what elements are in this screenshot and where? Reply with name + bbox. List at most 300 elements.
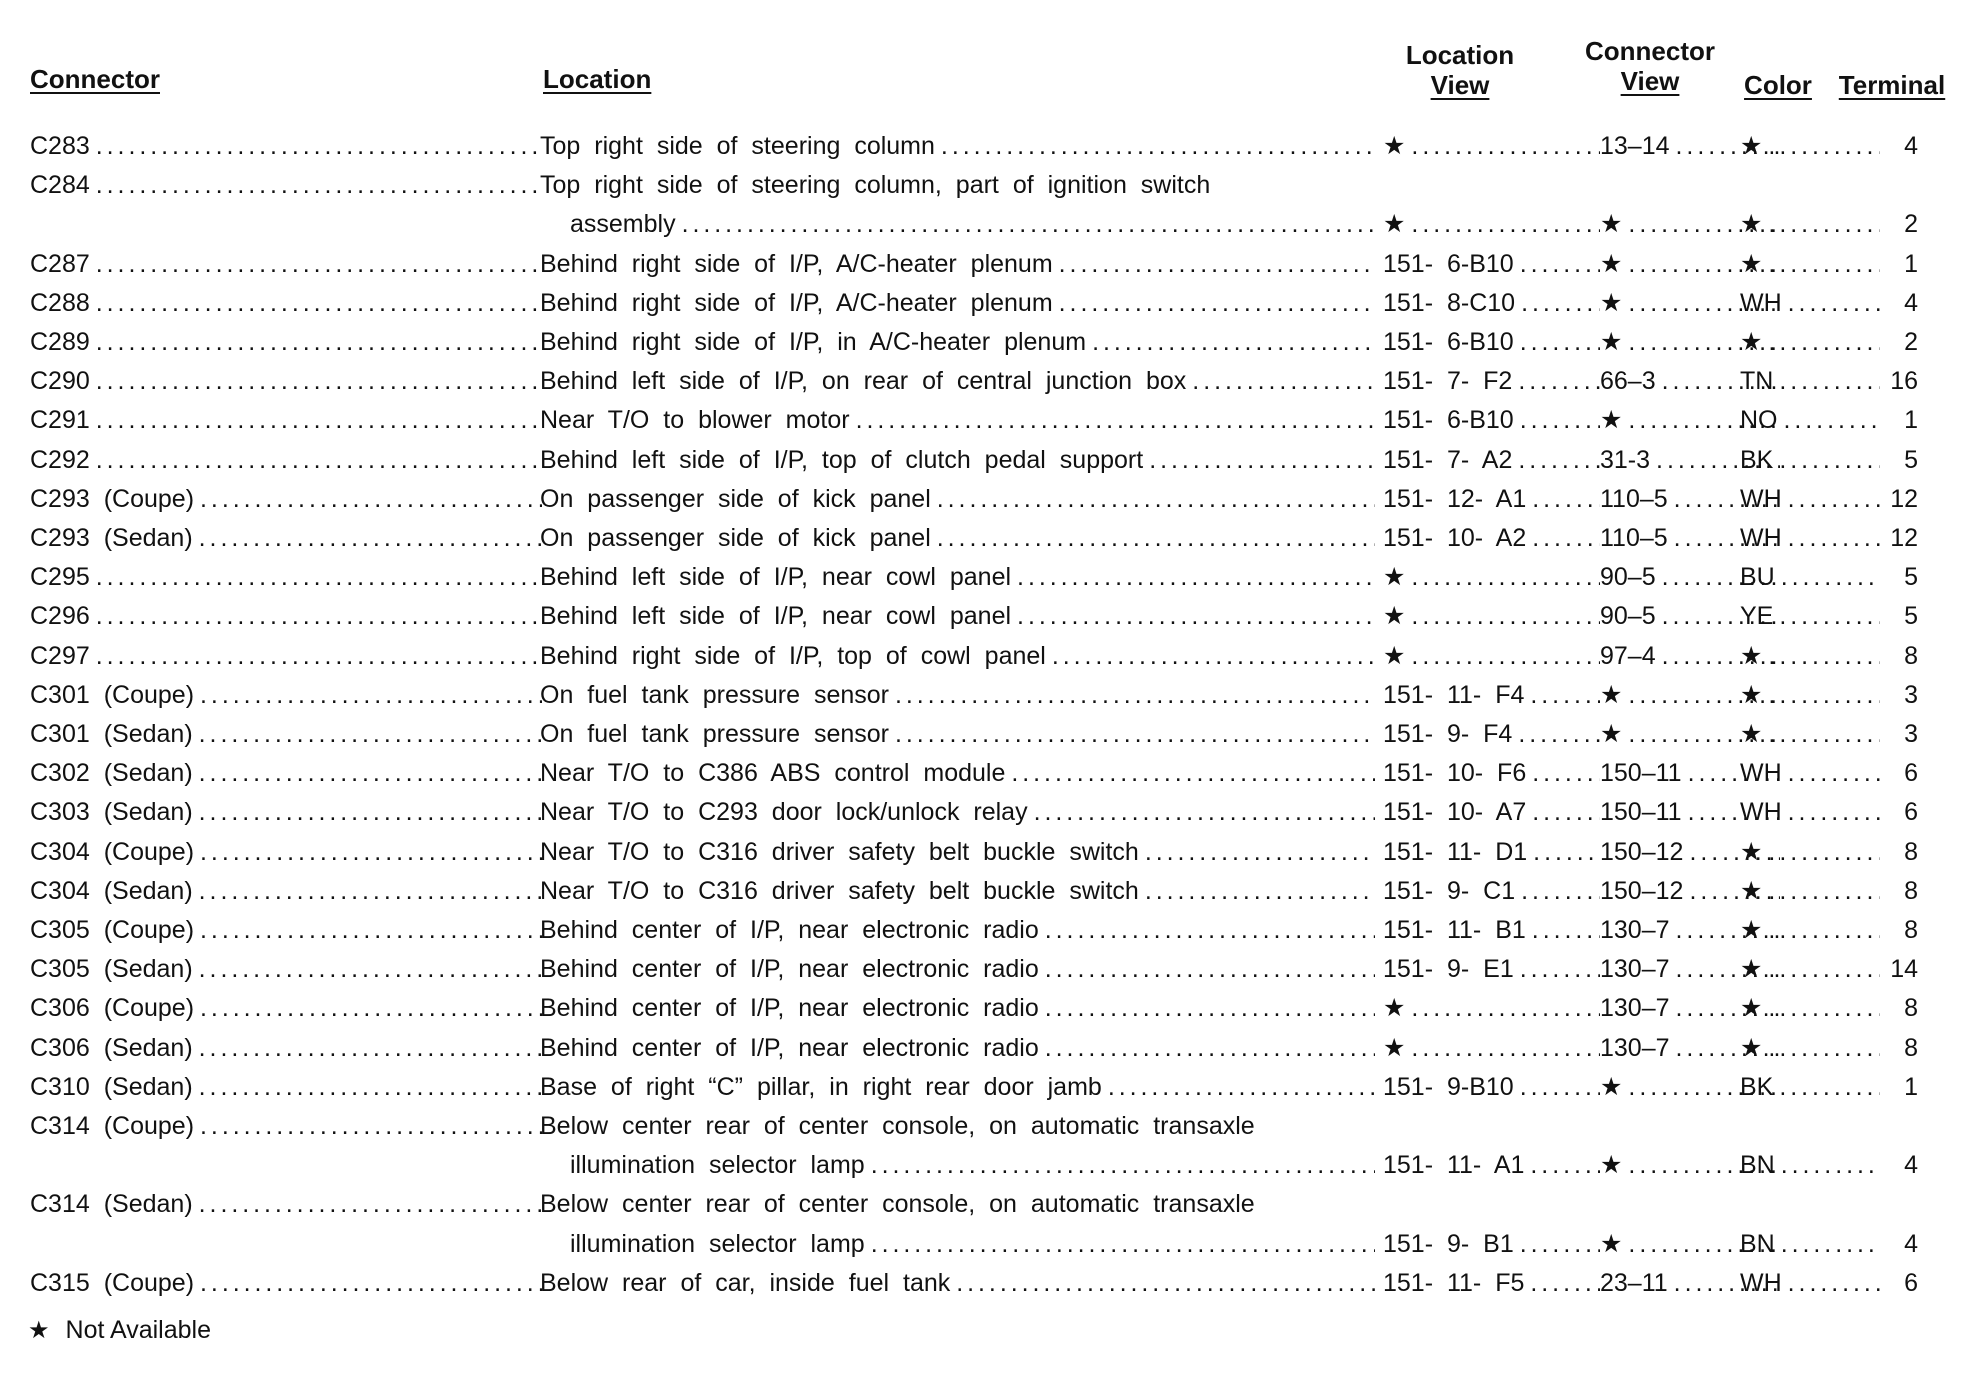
leader-dots bbox=[871, 1225, 1375, 1264]
color-cell bbox=[1740, 362, 1880, 401]
location-cell bbox=[540, 441, 1375, 480]
connector-view-cell-text: ★ bbox=[1600, 720, 1623, 748]
location-cell-text: Behind left side of I/P, near cowl panel bbox=[540, 563, 1012, 591]
leader-dots bbox=[1788, 284, 1880, 323]
location-continuation-cell-text: assembly bbox=[570, 210, 676, 238]
table-row bbox=[0, 127, 1970, 166]
location-view-cell bbox=[1383, 911, 1600, 950]
terminal-cell: 6 bbox=[1904, 798, 1918, 826]
leader-dots bbox=[937, 480, 1375, 519]
table-row-continuation bbox=[0, 205, 1970, 244]
location-continuation-cell bbox=[570, 1225, 1375, 1264]
location-view-cell bbox=[1383, 950, 1600, 989]
terminal-cell: 2 bbox=[1904, 210, 1918, 238]
header-location-view bbox=[1395, 40, 1525, 100]
leader-dots bbox=[96, 597, 542, 636]
connector-cell-text: C304 (Sedan) bbox=[30, 877, 193, 905]
color-cell-text: TN bbox=[1740, 367, 1774, 395]
location-view-cell-text: ★ bbox=[1383, 210, 1406, 238]
table-row-continuation bbox=[0, 1225, 1970, 1264]
connector-cell-text: C291 bbox=[30, 406, 90, 434]
connector-cell-text: C297 bbox=[30, 642, 90, 670]
table-row bbox=[0, 401, 1970, 440]
location-cell bbox=[540, 1029, 1375, 1068]
leader-dots bbox=[1521, 872, 1600, 911]
terminal-cell: 3 bbox=[1904, 720, 1918, 748]
table-row bbox=[0, 558, 1970, 597]
location-view-cell-text: ★ bbox=[1383, 132, 1406, 160]
header-color bbox=[1738, 70, 1818, 100]
connector-cell-text: C306 (Sedan) bbox=[30, 1034, 193, 1062]
color-cell-text: ★ bbox=[1740, 132, 1763, 160]
color-cell bbox=[1740, 872, 1880, 911]
leader-dots bbox=[1411, 127, 1600, 166]
terminal-cell: 1 bbox=[1904, 250, 1918, 278]
table-row bbox=[0, 911, 1970, 950]
connector-cell bbox=[30, 1185, 542, 1224]
leader-dots bbox=[682, 205, 1375, 244]
terminal-cell: 8 bbox=[1904, 877, 1918, 905]
leader-dots bbox=[200, 480, 542, 519]
color-cell-text: BK bbox=[1740, 446, 1774, 474]
leader-dots bbox=[96, 441, 542, 480]
leader-dots bbox=[1045, 1029, 1375, 1068]
location-cell bbox=[540, 715, 1375, 754]
location-view-cell bbox=[1383, 205, 1600, 244]
connector-view-cell-text: 130–7 bbox=[1600, 955, 1670, 983]
header-location-view-line2: View bbox=[1430, 70, 1490, 100]
location-cell-text: Behind center of I/P, near electronic radio bbox=[540, 1034, 1039, 1062]
location-view-cell-text: 151- 10- A2 bbox=[1383, 524, 1527, 552]
table-row bbox=[0, 715, 1970, 754]
table-row bbox=[0, 950, 1970, 989]
location-view-cell-text: 151- 11- F5 bbox=[1383, 1269, 1525, 1297]
terminal-cell: 3 bbox=[1904, 681, 1918, 709]
table-row bbox=[0, 1068, 1970, 1107]
header-terminal bbox=[1832, 70, 1952, 100]
leader-dots bbox=[1781, 1225, 1880, 1264]
connector-view-cell-text: 66–3 bbox=[1600, 367, 1656, 395]
location-cell bbox=[540, 911, 1375, 950]
location-cell-text: Near T/O to C316 driver safety belt buckle switch bbox=[540, 838, 1139, 866]
leader-dots bbox=[1520, 950, 1600, 989]
connector-view-cell-text: 90–5 bbox=[1600, 602, 1656, 630]
connector-view-cell-text: ★ bbox=[1600, 328, 1623, 356]
color-cell-text: ★ bbox=[1740, 250, 1763, 278]
leader-dots bbox=[1768, 911, 1880, 950]
table-row bbox=[0, 245, 1970, 284]
color-cell bbox=[1740, 715, 1880, 754]
location-cell bbox=[540, 1264, 1375, 1303]
table-row bbox=[0, 989, 1970, 1028]
location-cell bbox=[540, 1068, 1375, 1107]
location-view-cell-text: ★ bbox=[1383, 994, 1406, 1022]
leader-dots bbox=[1768, 715, 1880, 754]
connector-view-cell-text: 110–5 bbox=[1600, 485, 1668, 513]
connector-cell bbox=[30, 872, 542, 911]
header-connector-label: Connector bbox=[30, 64, 160, 94]
terminal-cell: 8 bbox=[1904, 994, 1918, 1022]
connector-cell-text: C305 (Coupe) bbox=[30, 916, 195, 944]
header-color-label: Color bbox=[1744, 70, 1812, 100]
connector-view-cell-text: 150–11 bbox=[1600, 798, 1682, 826]
leader-dots bbox=[1779, 441, 1880, 480]
location-cell-text: Base of right “C” pillar, in right rear door jamb bbox=[540, 1073, 1102, 1101]
connector-cell-text: C288 bbox=[30, 289, 90, 317]
leader-dots bbox=[1788, 1264, 1880, 1303]
connector-cell bbox=[30, 1107, 542, 1146]
connector-view-cell-text: 130–7 bbox=[1600, 1034, 1670, 1062]
location-cell bbox=[540, 637, 1375, 676]
connector-view-cell-text: 130–7 bbox=[1600, 994, 1670, 1022]
leader-dots bbox=[941, 127, 1375, 166]
color-cell-text: YE bbox=[1740, 602, 1774, 630]
connector-cell-text: C306 (Coupe) bbox=[30, 994, 195, 1022]
leader-dots bbox=[1779, 362, 1880, 401]
leader-dots bbox=[1145, 872, 1375, 911]
leader-dots bbox=[1768, 127, 1880, 166]
leader-dots bbox=[199, 1185, 542, 1224]
location-cell-text: Top right side of steering column bbox=[540, 132, 935, 160]
header-location bbox=[543, 64, 651, 94]
table-row bbox=[0, 676, 1970, 715]
location-view-cell-text: 151- 7- F2 bbox=[1383, 367, 1513, 395]
location-view-cell-text: 151- 9-B10 bbox=[1383, 1073, 1514, 1101]
connector-cell bbox=[30, 989, 542, 1028]
leader-dots bbox=[1045, 911, 1375, 950]
location-cell bbox=[540, 127, 1375, 166]
location-view-cell-text: ★ bbox=[1383, 563, 1406, 591]
leader-dots bbox=[96, 362, 542, 401]
terminal-cell: 12 bbox=[1890, 524, 1918, 552]
leader-dots bbox=[199, 519, 542, 558]
leader-dots bbox=[1530, 1146, 1600, 1185]
leader-dots bbox=[1017, 597, 1375, 636]
location-view-cell-text: 151- 11- A1 bbox=[1383, 1151, 1525, 1179]
color-cell bbox=[1740, 245, 1880, 284]
leader-dots bbox=[1532, 754, 1600, 793]
location-cell-text: Near T/O to C386 ABS control module bbox=[540, 759, 1006, 787]
terminal-cell: 1 bbox=[1904, 1073, 1918, 1101]
connector-cell-text: C314 (Sedan) bbox=[30, 1190, 193, 1218]
color-cell-text: WH bbox=[1740, 485, 1782, 513]
color-cell bbox=[1740, 558, 1880, 597]
location-cell-text: Behind left side of I/P, on rear of central junction box bbox=[540, 367, 1187, 395]
table-row bbox=[0, 480, 1970, 519]
table-row bbox=[0, 833, 1970, 872]
leader-dots bbox=[1768, 833, 1880, 872]
connector-cell bbox=[30, 793, 542, 832]
location-continuation-cell bbox=[570, 205, 1375, 244]
color-cell-text: ★ bbox=[1740, 720, 1763, 748]
leader-dots bbox=[1411, 205, 1600, 244]
leader-dots bbox=[96, 323, 542, 362]
location-view-cell-text: 151- 9- C1 bbox=[1383, 877, 1516, 905]
location-view-cell-text: 151- 11- F4 bbox=[1383, 681, 1525, 709]
terminal-cell: 2 bbox=[1904, 328, 1918, 356]
location-cell-text: Near T/O to C316 driver safety belt buckle switch bbox=[540, 877, 1139, 905]
location-view-cell bbox=[1383, 284, 1600, 323]
leader-dots bbox=[871, 1146, 1375, 1185]
color-cell bbox=[1740, 911, 1880, 950]
connector-cell bbox=[30, 833, 542, 872]
color-cell-text: WH bbox=[1740, 798, 1782, 826]
connector-view-cell-text: 150–12 bbox=[1600, 838, 1684, 866]
color-cell-text: WH bbox=[1740, 524, 1782, 552]
connector-cell bbox=[30, 911, 542, 950]
location-view-cell bbox=[1383, 480, 1600, 519]
connector-cell bbox=[30, 715, 542, 754]
terminal-cell: 4 bbox=[1904, 289, 1918, 317]
terminal-cell: 8 bbox=[1904, 838, 1918, 866]
leader-dots bbox=[1411, 558, 1600, 597]
color-cell bbox=[1740, 1225, 1880, 1264]
location-view-cell-text: 151- 6-B10 bbox=[1383, 328, 1514, 356]
color-cell bbox=[1740, 950, 1880, 989]
leader-dots bbox=[1530, 676, 1600, 715]
color-cell-text: ★ bbox=[1740, 838, 1763, 866]
leader-dots bbox=[96, 558, 542, 597]
connector-cell-text: C304 (Coupe) bbox=[30, 838, 195, 866]
location-view-cell-text: 151- 9- F4 bbox=[1383, 720, 1513, 748]
location-cell-text: On passenger side of kick panel bbox=[540, 524, 931, 552]
location-view-cell-text: 151- 11- D1 bbox=[1383, 838, 1528, 866]
connector-cell-text: C289 bbox=[30, 328, 90, 356]
terminal-cell: 8 bbox=[1904, 916, 1918, 944]
location-view-cell bbox=[1383, 519, 1600, 558]
location-view-cell-text: ★ bbox=[1383, 602, 1406, 630]
location-view-cell-text: 151- 12- A1 bbox=[1383, 485, 1527, 513]
header-location-label: Location bbox=[543, 64, 652, 94]
connector-view-cell-text: 13–14 bbox=[1600, 132, 1670, 160]
location-cell bbox=[540, 872, 1375, 911]
location-view-cell bbox=[1383, 676, 1600, 715]
connector-cell bbox=[30, 323, 542, 362]
location-cell bbox=[540, 519, 1375, 558]
header-location-view-line1: Location bbox=[1405, 40, 1515, 70]
leader-dots bbox=[1011, 754, 1375, 793]
location-view-cell bbox=[1383, 323, 1600, 362]
terminal-cell: 1 bbox=[1904, 406, 1918, 434]
leader-dots bbox=[1768, 637, 1880, 676]
color-cell bbox=[1740, 1029, 1880, 1068]
connector-cell bbox=[30, 950, 542, 989]
connector-cell-text: C296 bbox=[30, 602, 90, 630]
connector-cell bbox=[30, 1029, 542, 1068]
connector-view-cell-text: ★ bbox=[1600, 289, 1623, 317]
leader-dots bbox=[1788, 754, 1880, 793]
leader-dots bbox=[200, 989, 542, 1028]
location-view-cell bbox=[1383, 558, 1600, 597]
leader-dots bbox=[1520, 323, 1600, 362]
color-cell bbox=[1740, 754, 1880, 793]
location-cell-text: On passenger side of kick panel bbox=[540, 485, 931, 513]
leader-dots bbox=[1788, 793, 1880, 832]
terminal-cell: 8 bbox=[1904, 1034, 1918, 1062]
connector-view-cell-text: ★ bbox=[1600, 406, 1623, 434]
connector-view-cell-text: 90–5 bbox=[1600, 563, 1656, 591]
leader-dots bbox=[1045, 989, 1375, 1028]
terminal-cell: 4 bbox=[1904, 132, 1918, 160]
location-cell bbox=[540, 323, 1375, 362]
location-cell-text: Behind right side of I/P, A/C-heater plenum bbox=[540, 250, 1053, 278]
connector-view-cell-text: 150–11 bbox=[1600, 759, 1682, 787]
table-row bbox=[0, 323, 1970, 362]
connector-cell-text: C293 (Sedan) bbox=[30, 524, 193, 552]
location-cell bbox=[540, 754, 1375, 793]
leader-dots bbox=[1192, 362, 1375, 401]
connector-cell bbox=[30, 558, 542, 597]
color-cell bbox=[1740, 597, 1880, 636]
table-row-continuation bbox=[0, 1146, 1970, 1185]
location-cell-text: Behind left side of I/P, near cowl panel bbox=[540, 602, 1012, 630]
connector-cell bbox=[30, 362, 542, 401]
location-view-cell bbox=[1383, 1146, 1600, 1185]
connector-cell-text: C293 (Coupe) bbox=[30, 485, 195, 513]
connector-cell-text: C303 (Sedan) bbox=[30, 798, 193, 826]
color-cell-text: BN bbox=[1740, 1230, 1775, 1258]
leader-dots bbox=[96, 401, 542, 440]
color-cell-text: ★ bbox=[1740, 328, 1763, 356]
leader-dots bbox=[96, 245, 542, 284]
connector-cell-text: C301 (Sedan) bbox=[30, 720, 193, 748]
connector-view-cell-text: ★ bbox=[1600, 1073, 1623, 1101]
leader-dots bbox=[1779, 597, 1880, 636]
leader-dots bbox=[199, 872, 542, 911]
location-cell: Below center rear of center console, on automatic transaxle bbox=[540, 1190, 1255, 1218]
color-cell-text: ★ bbox=[1740, 877, 1763, 905]
leader-dots bbox=[1768, 1029, 1880, 1068]
header-connector-view-line1: Connector bbox=[1585, 36, 1715, 66]
connector-cell-text: C314 (Coupe) bbox=[30, 1112, 195, 1140]
leader-dots bbox=[199, 1068, 542, 1107]
location-cell-text: Behind center of I/P, near electronic radio bbox=[540, 916, 1039, 944]
color-cell bbox=[1740, 989, 1880, 1028]
color-cell-text: WH bbox=[1740, 289, 1782, 317]
location-view-cell bbox=[1383, 597, 1600, 636]
location-view-cell bbox=[1383, 1029, 1600, 1068]
connector-cell bbox=[30, 245, 542, 284]
leader-dots bbox=[1411, 1029, 1600, 1068]
leader-dots bbox=[1788, 480, 1880, 519]
leader-dots bbox=[1520, 401, 1600, 440]
location-cell bbox=[540, 284, 1375, 323]
leader-dots bbox=[1768, 950, 1880, 989]
location-cell-text: Below rear of car, inside fuel tank bbox=[540, 1269, 951, 1297]
location-view-cell-text: 151- 6-B10 bbox=[1383, 250, 1514, 278]
color-cell-text: BU bbox=[1740, 563, 1775, 591]
location-cell: Top right side of steering column, part of ignition switch bbox=[540, 171, 1211, 199]
leader-dots bbox=[1411, 637, 1600, 676]
connector-cell-text: C287 bbox=[30, 250, 90, 278]
color-cell bbox=[1740, 401, 1880, 440]
color-cell-text: WH bbox=[1740, 759, 1782, 787]
leader-dots bbox=[96, 284, 542, 323]
location-view-cell-text: 151- 11- B1 bbox=[1383, 916, 1526, 944]
connector-cell bbox=[30, 1264, 542, 1303]
leader-dots bbox=[1768, 989, 1880, 1028]
leader-dots bbox=[1768, 323, 1880, 362]
leader-dots bbox=[1518, 441, 1600, 480]
location-view-cell-text: 151- 7- A2 bbox=[1383, 446, 1513, 474]
leader-dots bbox=[1017, 558, 1375, 597]
leader-dots bbox=[1532, 519, 1600, 558]
connector-view-cell-text: 110–5 bbox=[1600, 524, 1668, 552]
connector-view-cell-text: 130–7 bbox=[1600, 916, 1670, 944]
location-view-cell-text: 151- 9- E1 bbox=[1383, 955, 1514, 983]
leader-dots bbox=[1768, 676, 1880, 715]
leader-dots bbox=[1781, 558, 1880, 597]
terminal-cell: 6 bbox=[1904, 759, 1918, 787]
connector-cell-text: C284 bbox=[30, 171, 90, 199]
leader-dots bbox=[895, 676, 1375, 715]
table-row bbox=[0, 793, 1970, 832]
footnote-text: Not Available bbox=[65, 1316, 211, 1344]
color-cell bbox=[1740, 519, 1880, 558]
table-row bbox=[0, 519, 1970, 558]
color-cell bbox=[1740, 1146, 1880, 1185]
location-view-cell bbox=[1383, 362, 1600, 401]
leader-dots bbox=[956, 1264, 1375, 1303]
location-cell-text: Behind right side of I/P, A/C-heater plenum bbox=[540, 289, 1053, 317]
leader-dots bbox=[1520, 1225, 1600, 1264]
location-view-cell-text: 151- 6-B10 bbox=[1383, 406, 1514, 434]
color-cell bbox=[1740, 205, 1880, 244]
connector-cell bbox=[30, 166, 542, 205]
connector-cell-text: C302 (Sedan) bbox=[30, 759, 193, 787]
leader-dots bbox=[937, 519, 1375, 558]
leader-dots bbox=[1521, 284, 1600, 323]
leader-dots bbox=[200, 911, 542, 950]
connector-view-cell-text: 97–4 bbox=[1600, 642, 1656, 670]
table-row bbox=[0, 1185, 1970, 1224]
location-view-cell bbox=[1383, 401, 1600, 440]
terminal-cell: 5 bbox=[1904, 446, 1918, 474]
connector-cell-text: C310 (Sedan) bbox=[30, 1073, 193, 1101]
leader-dots bbox=[1034, 793, 1375, 832]
location-cell-text: Behind right side of I/P, top of cowl panel bbox=[540, 642, 1046, 670]
location-view-cell bbox=[1383, 637, 1600, 676]
leader-dots bbox=[200, 833, 542, 872]
leader-dots bbox=[1768, 245, 1880, 284]
connector-cell bbox=[30, 519, 542, 558]
color-cell-text: ★ bbox=[1740, 994, 1763, 1022]
table-row bbox=[0, 1264, 1970, 1303]
table-row bbox=[0, 166, 1970, 205]
leader-dots bbox=[96, 637, 542, 676]
leader-dots bbox=[200, 1107, 542, 1146]
connector-cell bbox=[30, 637, 542, 676]
terminal-cell: 6 bbox=[1904, 1269, 1918, 1297]
connector-cell bbox=[30, 676, 542, 715]
color-cell-text: BN bbox=[1740, 1151, 1775, 1179]
location-cell-text: Behind left side of I/P, top of clutch pedal support bbox=[540, 446, 1144, 474]
connector-cell bbox=[30, 127, 542, 166]
connector-cell bbox=[30, 754, 542, 793]
location-cell bbox=[540, 833, 1375, 872]
location-cell bbox=[540, 950, 1375, 989]
terminal-cell: 14 bbox=[1890, 955, 1918, 983]
connector-view-cell-text: ★ bbox=[1600, 681, 1623, 709]
leader-dots bbox=[1530, 1264, 1600, 1303]
leader-dots bbox=[1149, 441, 1375, 480]
leader-dots bbox=[96, 166, 542, 205]
location-view-cell bbox=[1383, 1264, 1600, 1303]
leader-dots bbox=[1520, 1068, 1600, 1107]
location-cell-text: Near T/O to blower motor bbox=[540, 406, 850, 434]
color-cell-text: ★ bbox=[1740, 1034, 1763, 1062]
location-cell: Below center rear of center console, on automatic transaxle bbox=[540, 1112, 1255, 1140]
